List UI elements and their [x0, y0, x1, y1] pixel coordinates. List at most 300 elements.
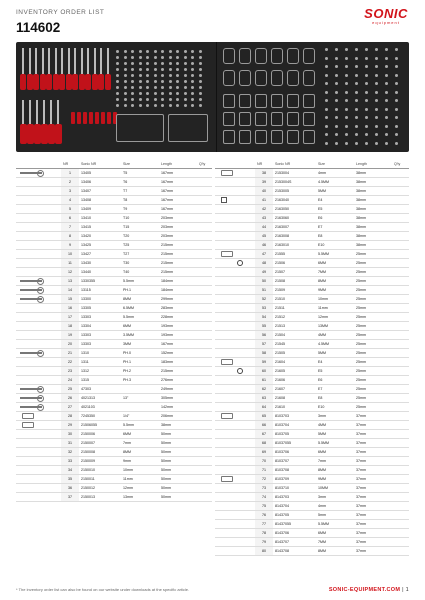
bit-icon — [184, 98, 187, 101]
socket-icon — [223, 112, 235, 126]
row-qty — [197, 348, 212, 357]
row-qty — [197, 492, 212, 501]
footer-site[interactable]: SONIC-EQUIPMENT.COM — [328, 587, 401, 593]
row-length: 184mm — [159, 285, 197, 294]
row-icon-cell — [215, 546, 255, 555]
socket-icon — [255, 112, 267, 126]
row-icon-cell — [16, 276, 61, 285]
table-row — [16, 213, 212, 222]
row-icon-cell — [16, 465, 61, 474]
socket-icon — [223, 130, 235, 144]
bit-icon — [169, 50, 172, 53]
row-nr: 60 — [255, 366, 273, 375]
table-row — [16, 393, 212, 402]
row-length: 37mm — [354, 411, 392, 420]
row-size: T7 — [121, 186, 159, 195]
bit-icon — [146, 74, 149, 77]
table-row — [215, 177, 409, 186]
row-nr: 32 — [61, 447, 79, 456]
row-size: 5MM — [316, 348, 354, 357]
row-size: T25 — [121, 240, 159, 249]
row-icon-cell — [16, 267, 61, 276]
row-icon-cell — [16, 447, 61, 456]
tool-tray-photo — [16, 42, 409, 152]
table-row — [16, 168, 212, 177]
row-nr: 26 — [61, 393, 79, 402]
row-icon-cell — [16, 402, 61, 411]
row-sonic-nr: 21510 — [273, 294, 316, 303]
row-size: 6MM — [121, 429, 159, 438]
row-icon-cell — [16, 357, 61, 366]
row-sonic-nr: 2150009 — [79, 456, 121, 465]
row-qty — [392, 231, 409, 240]
row-icon-cell — [215, 186, 255, 195]
table-row — [215, 510, 409, 519]
bit-icon — [139, 68, 142, 71]
screwdriver-icon — [20, 289, 42, 291]
bit-icon — [146, 56, 149, 59]
row-icon-cell — [215, 312, 255, 321]
row-icon-cell — [16, 204, 61, 213]
bit-icon — [395, 74, 398, 77]
row-length: 38mm — [354, 204, 392, 213]
bit-icon — [169, 104, 172, 107]
row-qty — [197, 276, 212, 285]
row-icon-cell — [16, 222, 61, 231]
row-length: 167mm — [159, 204, 197, 213]
row-size: 4mm — [316, 168, 354, 177]
socket-icon — [255, 94, 267, 108]
row-sonic-nr: 13420 — [79, 231, 121, 240]
table-row — [16, 222, 212, 231]
bit-icon — [116, 86, 119, 89]
row-size: 11mm — [121, 474, 159, 483]
row-size: 3mm — [316, 411, 354, 420]
row-sonic-nr: 21506055 — [79, 420, 121, 429]
screwdriver-handle-icon — [41, 124, 48, 144]
bit-icon — [124, 86, 127, 89]
socket-icon — [223, 70, 235, 86]
table-row — [16, 312, 212, 321]
row-qty — [197, 186, 212, 195]
table-row — [16, 456, 212, 465]
bit-icon — [395, 99, 398, 102]
bit-icon — [176, 62, 179, 65]
bit-icon — [375, 57, 378, 60]
row-icon-cell — [16, 168, 61, 177]
row-sonic-nr: 8143706 — [273, 528, 316, 537]
socket-icon — [271, 94, 283, 108]
bit-icon — [139, 86, 142, 89]
row-size: E8 — [316, 231, 354, 240]
table-row — [16, 402, 212, 411]
row-size: PH.3 — [121, 375, 159, 384]
bit-icon — [345, 133, 348, 136]
table-row — [215, 492, 409, 501]
row-sonic-nr: 21607 — [273, 384, 316, 393]
row-nr: 16 — [61, 303, 79, 312]
row-qty — [392, 177, 409, 186]
row-qty — [197, 321, 212, 330]
bit-icon — [385, 48, 388, 51]
row-sonic-nr: 1315 — [79, 375, 121, 384]
table-row — [215, 438, 409, 447]
row-sonic-nr: 21604 — [273, 357, 316, 366]
bit-icon — [131, 56, 134, 59]
bit-icon — [385, 99, 388, 102]
bit-icon — [176, 104, 179, 107]
row-nr: 9 — [61, 240, 79, 249]
row-length: 167mm — [159, 186, 197, 195]
row-qty — [392, 528, 409, 537]
bit-icon — [124, 62, 127, 65]
bit-icon — [154, 98, 157, 101]
row-sonic-nr: 13427 — [79, 249, 121, 258]
row-sonic-nr: 21555 — [273, 249, 316, 258]
row-sonic-nr: 13408 — [79, 195, 121, 204]
bit-icon — [176, 56, 179, 59]
row-size: E6 — [316, 375, 354, 384]
table-row — [215, 204, 409, 213]
row-icon-cell — [215, 366, 255, 375]
socket-icon — [287, 130, 299, 144]
screwdriver-icon — [20, 352, 42, 354]
row-size: PH.1 — [121, 357, 159, 366]
table-row — [215, 402, 409, 411]
row-qty — [197, 366, 212, 375]
row-size: 8MM — [316, 465, 354, 474]
row-length: 50mm — [159, 474, 197, 483]
bit-icon — [345, 65, 348, 68]
table-row — [215, 519, 409, 528]
row-qty — [197, 222, 212, 231]
row-nr: 24 — [61, 375, 79, 384]
row-sonic-nr: 8103707 — [273, 456, 316, 465]
row-size: T8 — [121, 195, 159, 204]
bit-icon — [139, 62, 142, 65]
bit-icon — [385, 116, 388, 119]
row-nr: 73 — [255, 483, 273, 492]
row-length: 50mm — [159, 492, 197, 501]
bit-icon — [161, 104, 164, 107]
row-sonic-nr: 1310 — [79, 348, 121, 357]
table-row — [215, 222, 409, 231]
bit-icon — [154, 62, 157, 65]
row-size: E7 — [316, 222, 354, 231]
table-row — [215, 330, 409, 339]
row-length: 38mm — [354, 177, 392, 186]
row-length: 37mm — [354, 537, 392, 546]
row-size: PH.2 — [121, 366, 159, 375]
bit-icon — [375, 82, 378, 85]
bit-icon — [169, 98, 172, 101]
row-length: 152mm — [159, 348, 197, 357]
row-qty — [392, 456, 409, 465]
table-row — [16, 366, 212, 375]
row-qty — [197, 231, 212, 240]
bit-icon — [169, 56, 172, 59]
bit-icon — [154, 74, 157, 77]
row-sonic-nr: 8103704 — [273, 420, 316, 429]
row-length: 203mm — [159, 222, 197, 231]
bit-icon — [395, 116, 398, 119]
bit-icon — [355, 74, 358, 77]
row-icon-cell — [16, 330, 61, 339]
table-row — [215, 456, 409, 465]
bit-icon — [335, 74, 338, 77]
row-length: 215mm — [159, 240, 197, 249]
table-row — [16, 339, 212, 348]
table-row — [16, 474, 212, 483]
row-qty — [392, 429, 409, 438]
row-icon-cell — [16, 420, 61, 429]
row-sonic-nr: 21506 — [273, 258, 316, 267]
row-nr: 40 — [255, 186, 273, 195]
row-qty — [197, 177, 212, 186]
row-length: 25mm — [354, 348, 392, 357]
socket-icon — [22, 422, 34, 428]
row-size: E4 — [316, 195, 354, 204]
row-nr: 28 — [61, 411, 79, 420]
screwdriver-icon — [43, 100, 45, 125]
row-icon-cell — [215, 483, 255, 492]
table-row — [215, 321, 409, 330]
screwdriver-handle-icon — [71, 112, 75, 124]
row-nr: 62 — [255, 384, 273, 393]
row-sonic-nr: 2150012 — [79, 483, 121, 492]
col-nr: NR — [255, 160, 273, 168]
table-row — [16, 438, 212, 447]
bit-icon — [146, 98, 149, 101]
row-length: 37mm — [354, 510, 392, 519]
bit-icon — [325, 116, 328, 119]
bit-icon — [355, 99, 358, 102]
bit-icon — [345, 142, 348, 145]
screwdriver-handle-icon — [20, 124, 27, 144]
row-size: 6MM — [316, 447, 354, 456]
bit-icon — [375, 99, 378, 102]
row-size: 3MM — [121, 339, 159, 348]
row-sonic-nr: 2163010 — [273, 240, 316, 249]
table-row — [16, 492, 212, 501]
row-length: 203mm — [159, 213, 197, 222]
screwdriver-handle-icon — [83, 112, 87, 124]
screwdriver-icon — [94, 48, 96, 76]
row-size: T5 — [121, 168, 159, 177]
row-length: 25mm — [354, 294, 392, 303]
bit-icon — [325, 57, 328, 60]
col-length: Length — [159, 160, 197, 168]
row-sonic-nr: 1311 — [79, 357, 121, 366]
row-sonic-nr: 21511 — [273, 303, 316, 312]
bit-icon — [355, 142, 358, 145]
bit-icon — [385, 91, 388, 94]
bit-icon — [375, 133, 378, 136]
bit-icon — [191, 98, 194, 101]
row-length: 50mm — [159, 465, 197, 474]
bit-icon — [345, 108, 348, 111]
row-length: 183mm — [159, 357, 197, 366]
table-row — [215, 213, 409, 222]
bit-icon — [146, 68, 149, 71]
tray-left-section — [16, 42, 214, 152]
row-icon-cell — [215, 465, 255, 474]
row-size: 7mm — [316, 456, 354, 465]
row-nr: 10 — [61, 249, 79, 258]
bit-icon — [146, 86, 149, 89]
row-icon-cell — [16, 375, 61, 384]
row-sonic-nr: 13305 — [79, 303, 121, 312]
bit-icon — [176, 74, 179, 77]
footer-note: * The inventory order list can also be found on our website under downloads at the specific article. — [16, 587, 190, 592]
row-length: 37mm — [354, 420, 392, 429]
screwdriver-handle-icon — [89, 112, 93, 124]
row-icon-cell — [16, 474, 61, 483]
bit-icon — [335, 82, 338, 85]
row-length: 167mm — [159, 168, 197, 177]
screwdriver-handle-icon — [107, 112, 111, 124]
screwdriver-handle-icon — [40, 74, 46, 90]
row-nr: 13 — [61, 276, 79, 285]
screwdriver-icon — [107, 48, 109, 76]
row-size: 7MM — [316, 537, 354, 546]
handle-icon — [22, 413, 34, 419]
bit-icon — [154, 92, 157, 95]
row-size: 10MM — [316, 483, 354, 492]
tray-right-section — [216, 42, 409, 152]
row-size: 5.5MM — [316, 438, 354, 447]
row-icon-cell — [16, 492, 61, 501]
ratchet-icon — [20, 388, 42, 390]
table-row — [215, 375, 409, 384]
bit-icon — [385, 108, 388, 111]
bit-icon — [385, 82, 388, 85]
row-qty — [197, 330, 212, 339]
socket-icon — [239, 112, 251, 126]
table-row — [16, 294, 212, 303]
screwdriver-icon — [22, 100, 24, 125]
row-length: 142mm — [159, 402, 197, 411]
row-size: 9mm — [121, 456, 159, 465]
table-row — [215, 366, 409, 375]
footer-right — [329, 587, 409, 593]
row-sonic-nr: 2150006 — [79, 429, 121, 438]
row-nr: 74 — [255, 492, 273, 501]
row-length: 25mm — [354, 249, 392, 258]
row-qty — [392, 402, 409, 411]
table-row — [16, 321, 212, 330]
bit-icon — [335, 48, 338, 51]
row-length: 25mm — [354, 267, 392, 276]
bit-icon — [365, 133, 368, 136]
row-nr: 22 — [61, 357, 79, 366]
bit-icon — [116, 56, 119, 59]
row-length: 167mm — [159, 339, 197, 348]
row-qty — [392, 537, 409, 546]
row-nr: 79 — [255, 537, 273, 546]
bit-icon — [355, 116, 358, 119]
row-length: 37mm — [354, 519, 392, 528]
row-icon-cell — [215, 249, 255, 258]
screwdriver-icon — [36, 100, 38, 125]
bit-icon — [154, 80, 157, 83]
row-length: 37mm — [354, 474, 392, 483]
row-nr: 3 — [61, 186, 79, 195]
col-sonic-nr: Sonic NR — [273, 160, 316, 168]
row-icon-cell — [215, 357, 255, 366]
bit-icon — [375, 65, 378, 68]
table-row — [215, 384, 409, 393]
row-length: 37mm — [354, 501, 392, 510]
row-sonic-nr: 13303 — [79, 339, 121, 348]
row-size: 8MM — [121, 447, 159, 456]
row-qty — [392, 294, 409, 303]
bit-icon — [365, 108, 368, 111]
size-badge-icon — [221, 197, 227, 203]
row-length: 38mm — [354, 240, 392, 249]
bit-icon — [116, 92, 119, 95]
row-qty — [392, 267, 409, 276]
row-size: 5MM — [316, 429, 354, 438]
row-icon-cell — [215, 168, 255, 177]
row-length: 206mm — [159, 411, 197, 420]
bit-icon — [345, 125, 348, 128]
row-qty — [392, 447, 409, 456]
row-sonic-nr: 13425 — [79, 240, 121, 249]
row-sonic-nr: 13407 — [79, 186, 121, 195]
row-nr: 39 — [255, 177, 273, 186]
screwdriver-handle-icon — [92, 74, 98, 90]
screwdriver-handle-icon — [77, 112, 81, 124]
row-length: 25mm — [354, 330, 392, 339]
row-qty — [197, 375, 212, 384]
row-icon-cell — [215, 276, 255, 285]
row-icon-cell — [215, 303, 255, 312]
row-icon-cell — [215, 177, 255, 186]
row-nr: 41 — [255, 195, 273, 204]
bit-icon — [184, 50, 187, 53]
bit-icon — [335, 99, 338, 102]
row-sonic-nr: 8103705 — [273, 429, 316, 438]
row-qty — [197, 384, 212, 393]
row-length: 25mm — [354, 357, 392, 366]
row-size: E7 — [316, 384, 354, 393]
row-qty — [197, 339, 212, 348]
row-size: 3.5MM — [121, 330, 159, 339]
row-size: 4.5MM — [316, 339, 354, 348]
bit-icon — [199, 80, 202, 83]
row-qty — [392, 186, 409, 195]
row-icon-cell — [16, 411, 61, 420]
row-qty — [392, 501, 409, 510]
socket-icon — [271, 48, 283, 64]
row-size: 12mm — [316, 312, 354, 321]
socket-icon — [221, 359, 233, 365]
row-nr: 53 — [255, 303, 273, 312]
row-sonic-nr: 8143708 — [273, 546, 316, 555]
table-row — [215, 483, 409, 492]
row-qty — [392, 222, 409, 231]
row-icon-cell — [215, 375, 255, 384]
row-icon-cell — [16, 303, 61, 312]
row-nr: 64 — [255, 402, 273, 411]
row-size: 4MM — [316, 330, 354, 339]
row-sonic-nr: 2150013 — [79, 492, 121, 501]
bit-icon — [116, 104, 119, 107]
row-icon-cell — [215, 393, 255, 402]
bit-icon — [124, 98, 127, 101]
row-sonic-nr: 21605 — [273, 366, 316, 375]
